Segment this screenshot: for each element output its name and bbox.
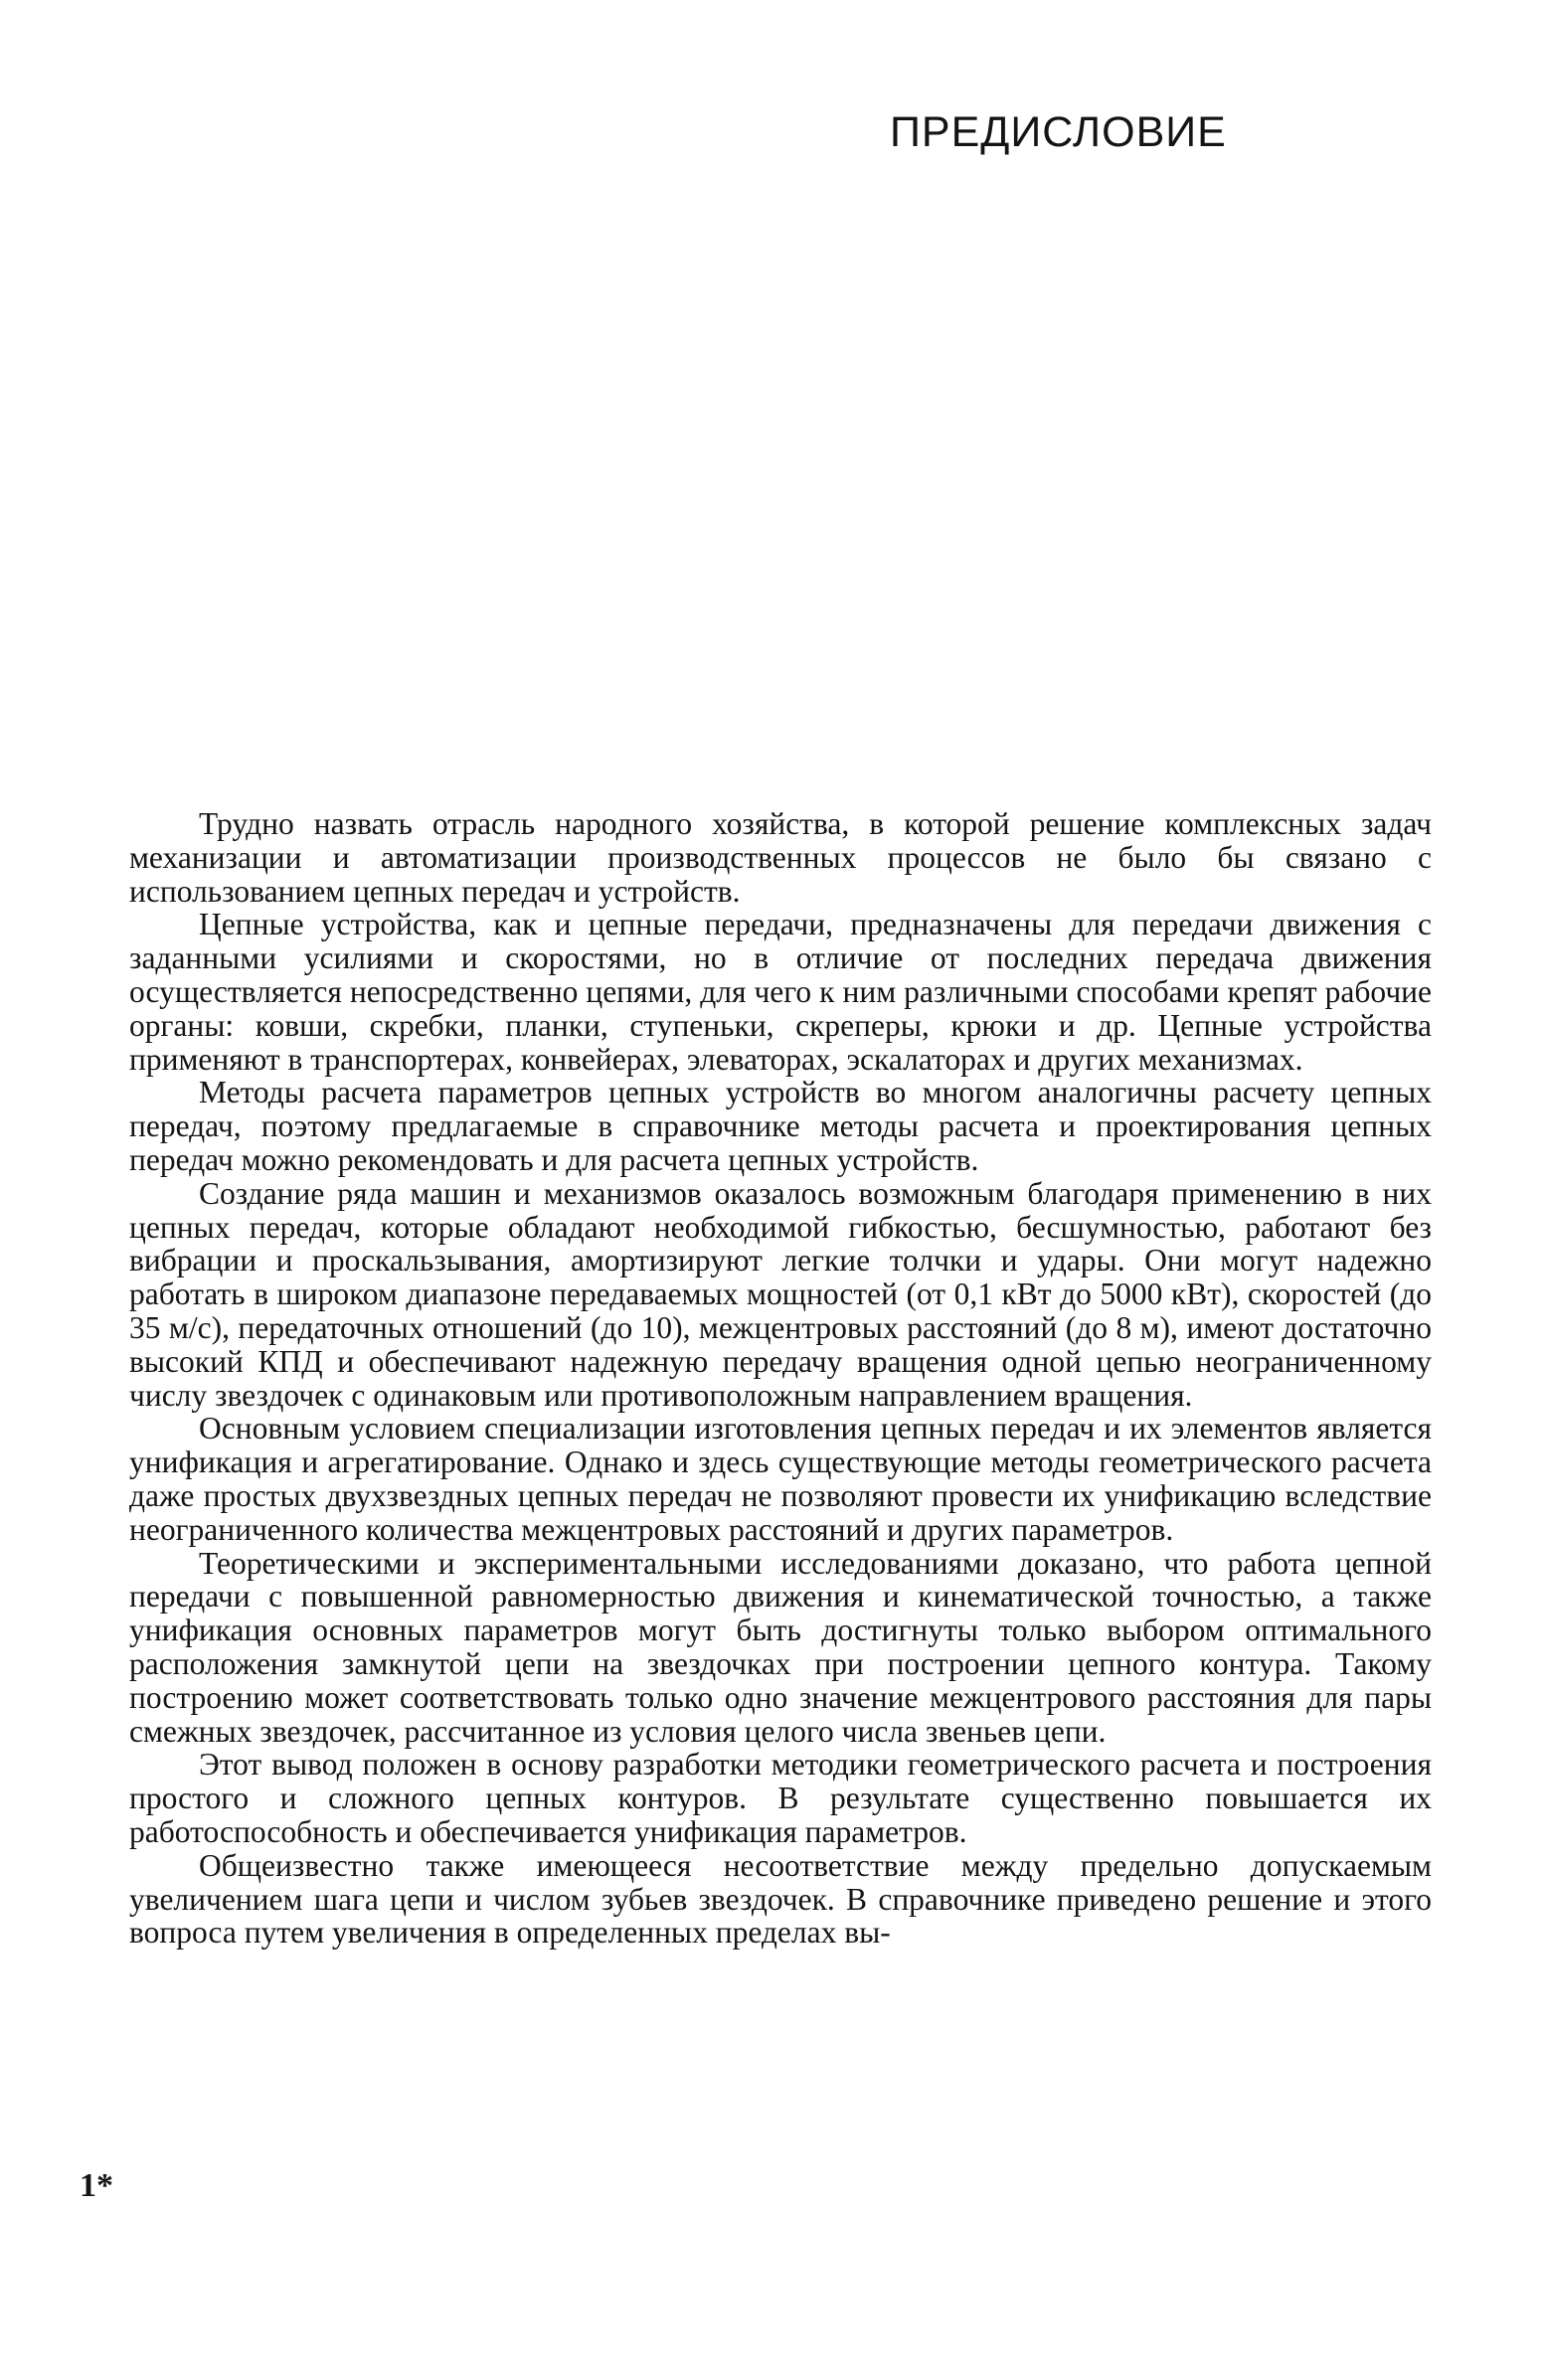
paragraph: Создание ряда машин и механизмов оказалось возможным благодаря применению в них цепных передач, которые обладают необходимой гибкостью, бесшумностью, работают без вибрации и проскальзывания, амортизируют легкие толчки и удары. Они могут надежно работать в широком диапазоне передаваемых мощностей (от 0,1 кВт до 5000 кВт), скоростей (до 35 м/с), передаточных отношений (до 10), межцентровых расстояний (до 8 м), имеют достаточно высокий КПД и обеспечивают надежную передачу вращения одной цепью неограниченному числу звездочек с одинаковым или противоположным направлением вращения.: [129, 1175, 1432, 1413]
page-title: ПРЕДИСЛОВИЕ: [890, 108, 1227, 156]
paragraph: Методы расчета параметров цепных устройств во многом аналогичны расчету цепных передач, поэтому предлагаемые в справочнике методы расчета и проектирования цепных передач можно рекомендовать и для расчета цепных устройств.: [129, 1075, 1432, 1177]
signature-mark: 1*: [80, 2167, 113, 2204]
paragraph: Трудно назвать отрасль народного хозяйства, в которой решение комплексных задач механизации и автоматизации производственных процессов не было бы связано с использованием цепных передач и устройств.: [129, 806, 1432, 909]
body-text: [129, 807, 1432, 1950]
paragraph: Теоретическими и экспериментальными исследованиями доказано, что работа цепной передачи с повышенной равномерностью движения и кинематической точностью, а также унификация основных параметров могут быть достигнуты только выбором оптимального расположения замкнутой цепи на звездочках при построении цепного контура. Такому построению может соответствовать только одно значение межцентрового расстояния для пары смежных звездочек, рассчитанное из условия целого числа звеньев цепи.: [129, 1545, 1432, 1749]
paragraph: Общеизвестно также имеющееся несоответствие между предельно допускаемым увеличением шага цепи и числом зубьев звездочек. В справочнике приведено решение и этого вопроса путем увеличения в определенных пределах вы-: [129, 1847, 1432, 1951]
paragraph: Этот вывод положен в основу разработки методики геометрического расчета и построения простого и сложного цепных контуров. В результате существенно повышается их работоспособность и обеспечивается унификация параметров.: [129, 1747, 1432, 1849]
paragraph: Цепные устройства, как и цепные передачи, предназначены для передачи движения с заданными усилиями и скоростями, но в отличие от последних передача движения осуществляется непосредственно цепями, для чего к ним различными способами крепят рабочие органы: ковши, скребки, планки, ступеньки, скреперы, крюки и др. Цепные устройства применяют в транспортерах, конвейерах, элеваторах, эскалаторах и других механизмах.: [129, 907, 1432, 1077]
paragraph: Основным условием специализации изготовления цепных передач и их элементов является унификация и агрегатирование. Однако и здесь существующие методы геометрического расчета даже простых двухзвездных цепных передач не позволяют провести их унификацию вследствие неограниченного количества межцентровых расстояний и других параметров.: [129, 1411, 1432, 1547]
